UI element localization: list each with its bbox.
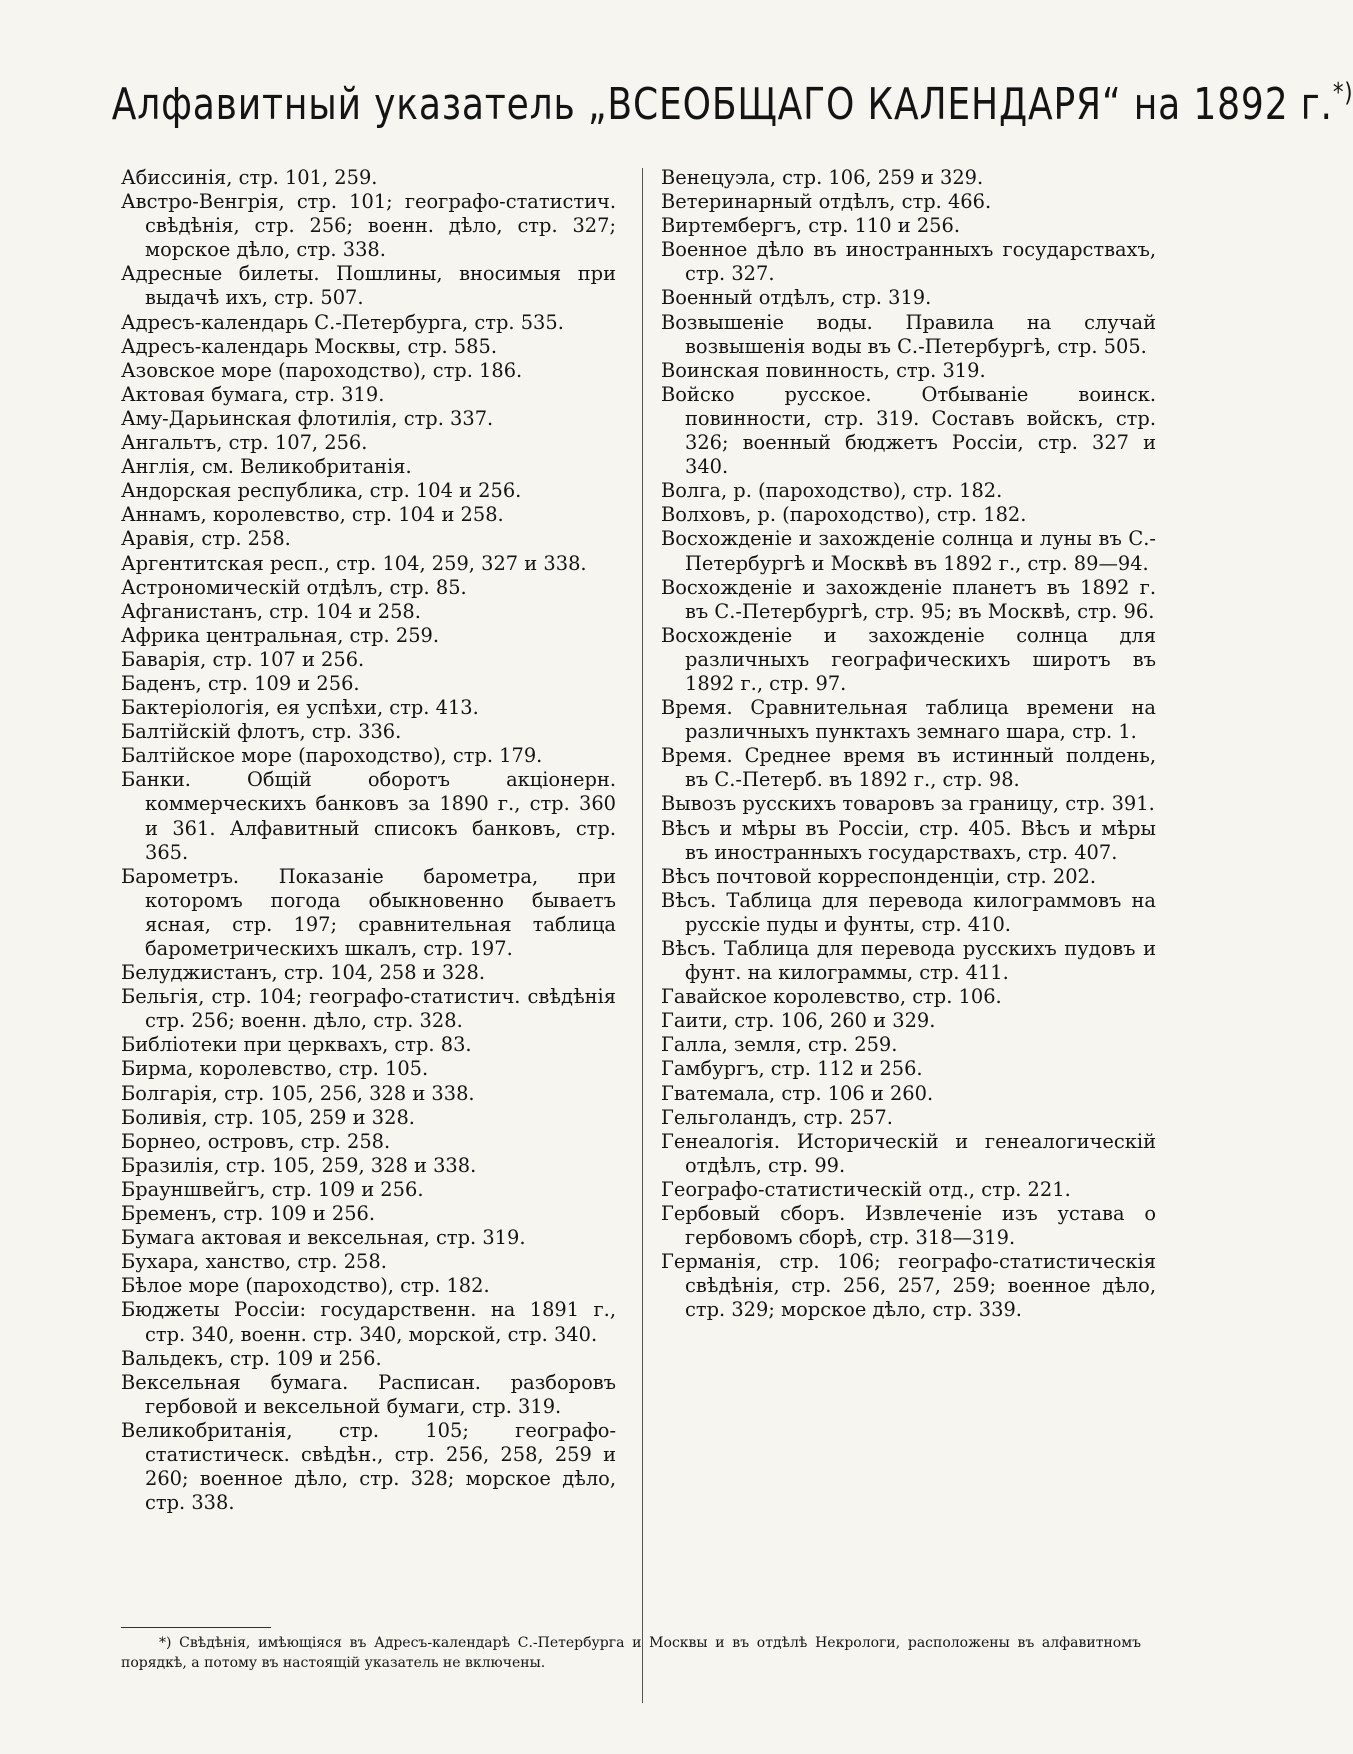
index-entry: Бременъ, стр. 109 и 256. — [121, 1202, 376, 1226]
index-entry: Великобританія, стр. 105; географо-статистическ. свѣдѣн., стр. 256, 258, 259 и 260; военное дѣло, стр. 328; морское дѣло, стр. 338. — [121, 1418, 616, 1515]
index-entry: Астрономическій отдѣлъ, стр. 85. — [121, 575, 467, 599]
index-entry: Белуджистанъ, стр. 104, 258 и 328. — [121, 961, 485, 985]
index-entry: Балтійскій флотъ, стр. 336. — [121, 720, 402, 744]
index-entry: Абиссинія, стр. 101, 259. — [121, 166, 378, 189]
index-entry: Время. Сравнительная таблица времени на различныхъ пунктахъ земнаго шара, стр. 1. — [661, 696, 1156, 744]
index-entry: Борнео, островъ, стр. 258. — [121, 1129, 391, 1153]
index-entry: Венецуэла, стр. 106, 259 и 329. — [661, 166, 984, 189]
index-entry: Войско русское. Отбываніе воинск. повинности, стр. 319. Составъ войскъ, стр. 326; военный бюджетъ Россіи, стр. 327 и 340. — [661, 382, 1156, 479]
index-entry: Гавайское королевство, стр. 106. — [661, 985, 1002, 1009]
index-entry: Вальдекъ, стр. 109 и 256. — [121, 1346, 382, 1370]
index-entry: Аравія, стр. 258. — [121, 527, 291, 551]
index-entry: Адресъ-календарь С.-Петербурга, стр. 535. — [121, 310, 564, 334]
index-entry: Гватемала, стр. 106 и 260. — [661, 1081, 934, 1105]
index-entry: Баварія, стр. 107 и 256. — [121, 647, 365, 671]
index-entry: Бумага актовая и вексельная, стр. 319. — [121, 1226, 526, 1250]
index-column-left — [121, 166, 616, 1515]
index-entry: Бюджеты Россіи: государственн. на 1891 г., стр. 340, военн. стр. 340, морской, стр. 340. — [121, 1298, 616, 1346]
index-entry: Брауншвейгъ, стр. 109 и 256. — [121, 1177, 424, 1201]
index-entry: Адресъ-календарь Москвы, стр. 585. — [121, 334, 497, 358]
index-entry: Боливія, стр. 105, 259 и 328. — [121, 1105, 415, 1129]
index-entry: Африка центральная, стр. 259. — [121, 623, 440, 647]
index-entry: Аргентитская респ., стр. 104, 259, 327 и 338. — [121, 551, 587, 575]
index-entry: Воинская повинность, стр. 319. — [661, 358, 986, 382]
index-entry: Баденъ, стр. 109 и 256. — [121, 671, 360, 695]
index-entry: Гербовый сборъ. Извлеченіе изъ устава о гербовомъ сборѣ, стр. 318—319. — [661, 1202, 1156, 1250]
index-entry: Гаити, стр. 106, 260 и 329. — [661, 1009, 936, 1033]
index-entry: Гельголандъ, стр. 257. — [661, 1105, 893, 1129]
index-entry: Вывозъ русскихъ товаровъ за границу, стр. 391. — [661, 792, 1155, 816]
index-entry: Географо-статистическій отд., стр. 221. — [661, 1177, 1071, 1201]
index-entry: Аннамъ, королевство, стр. 104 и 258. — [121, 503, 504, 527]
index-entry: Военный отдѣлъ, стр. 319. — [661, 286, 932, 310]
page-title — [111, 78, 1353, 130]
index-entry: Гамбургъ, стр. 112 и 256. — [661, 1057, 923, 1081]
index-entry: Банки. Общій оборотъ акціонерн. коммерческихъ банковъ за 1890 г., стр. 360 и 361. Алфавитный списокъ банковъ, стр. 365. — [121, 768, 616, 864]
index-entry: Виртембергъ, стр. 110 и 256. — [661, 214, 961, 238]
index-column-right — [661, 166, 1156, 1323]
index-entry: Вѣсъ. Таблица для перевода русскихъ пудовъ и фунт. на килограммы, стр. 411. — [661, 937, 1156, 985]
index-entry: Андорская республика, стр. 104 и 256. — [121, 479, 522, 503]
index-entry: Австро-Венгрія, стр. 101; географо-статистич. свѣдѣнія, стр. 256; военн. дѣло, стр. 327; морское дѣло, стр. 338. — [121, 190, 616, 262]
index-entry: Время. Среднее время въ истинный полдень, въ С.-Петерб. въ 1892 г., стр. 98. — [661, 744, 1156, 792]
index-entry: Библіотеки при церквахъ, стр. 83. — [121, 1033, 472, 1057]
index-entry: Вѣсъ и мѣры въ Россіи, стр. 405. Вѣсъ и мѣры въ иностранныхъ государствахъ, стр. 407. — [661, 816, 1156, 864]
index-entry: Адресные билеты. Пошлины, вносимыя при выдачѣ ихъ, стр. 507. — [121, 262, 616, 310]
index-entry: Азовское море (пароходство), стр. 186. — [121, 358, 523, 382]
index-entry: Восхожденіе и захожденіе планетъ въ 1892 г. въ С.-Петербургѣ, стр. 95; въ Москвѣ, стр. 96. — [661, 575, 1156, 623]
index-entry: Бразилія, стр. 105, 259, 328 и 338. — [121, 1153, 477, 1177]
index-entry: Волховъ, р. (пароходство), стр. 182. — [661, 503, 1027, 527]
page-title-text: Алфавитный указатель „ВСЕОБЩАГО КАЛЕНДАРЯ“ на 1892 г. — [111, 79, 1333, 130]
index-entry: Балтійское море (пароходство), стр. 179. — [121, 744, 543, 768]
index-entry: Афганистанъ, стр. 104 и 258. — [121, 599, 421, 623]
index-entry: Вексельная бумага. Расписан. разборовъ гербовой и вексельной бумаги, стр. 319. — [121, 1370, 616, 1418]
index-entry: Актовая бумага, стр. 319. — [121, 382, 385, 406]
index-entry: Барометръ. Показаніе барометра, при которомъ погода обыкновенно бываетъ ясная, стр. 197; сравнительная таблица барометрическихъ шкалъ, стр. 197. — [121, 864, 616, 960]
index-entry: Вѣсъ. Таблица для перевода килограммовъ на русскіе пуды и фунты, стр. 410. — [661, 888, 1156, 936]
index-entry: Аму-Дарьинская флотилія, стр. 337. — [121, 406, 494, 430]
index-entry: Военное дѣло въ иностранныхъ государствахъ, стр. 327. — [661, 238, 1156, 286]
footnote-rule — [121, 1627, 271, 1628]
index-entry: Восхожденіе и захожденіе солнца для различныхъ географическихъ широтъ въ 1892 г., стр. 97. — [661, 623, 1156, 695]
index-entry: Ангальтъ, стр. 107, 256. — [121, 431, 368, 455]
index-entry: Восхожденіе и захожденіе солнца и луны въ С.-Петербургѣ и Москвѣ въ 1892 г., стр. 89—94. — [661, 527, 1156, 575]
index-entry: Возвышеніе воды. Правила на случай возвышенія воды въ С.-Петербургѣ, стр. 505. — [661, 310, 1156, 358]
index-entry: Вѣсъ почтовой корреспонденціи, стр. 202. — [661, 864, 1097, 888]
index-entry: Бѣлое море (пароходство), стр. 182. — [121, 1274, 490, 1298]
footnote-marker: *) — [1332, 78, 1353, 108]
index-entry: Генеалогія. Историческій и генеалогическій отдѣлъ, стр. 99. — [661, 1129, 1156, 1177]
footnote: *) Свѣдѣнія, имѣющіяся въ Адресъ-календарѣ С.-Петербурга и Москвы и въ отдѣлѣ Некрологи, расположены въ алфавитномъ порядкѣ, а потому въ настоящій указатель не включены. — [121, 1635, 1141, 1671]
index-entry: Галла, земля, стр. 259. — [661, 1033, 898, 1057]
index-entry: Бактеріологія, ея успѣхи, стр. 413. — [121, 696, 479, 720]
index-entry: Волга, р. (пароходство), стр. 182. — [661, 479, 1003, 503]
index-entry: Бирма, королевство, стр. 105. — [121, 1057, 429, 1081]
index-entry: Ветеринарный отдѣлъ, стр. 466. — [661, 190, 992, 214]
index-entry: Болгарія, стр. 105, 256, 328 и 338. — [121, 1081, 475, 1105]
index-entry: Бухара, ханство, стр. 258. — [121, 1250, 387, 1274]
index-entry: Германія, стр. 106; географо-статистическія свѣдѣнія, стр. 256, 257, 259; военное дѣло, стр. 329; морское дѣло, стр. 339. — [661, 1250, 1156, 1322]
column-divider — [642, 168, 643, 1703]
index-entry: Англія, см. Великобританія. — [121, 455, 412, 479]
index-entry: Бельгія, стр. 104; географо-статистич. свѣдѣнія стр. 256; военн. дѣло, стр. 328. — [121, 985, 616, 1033]
